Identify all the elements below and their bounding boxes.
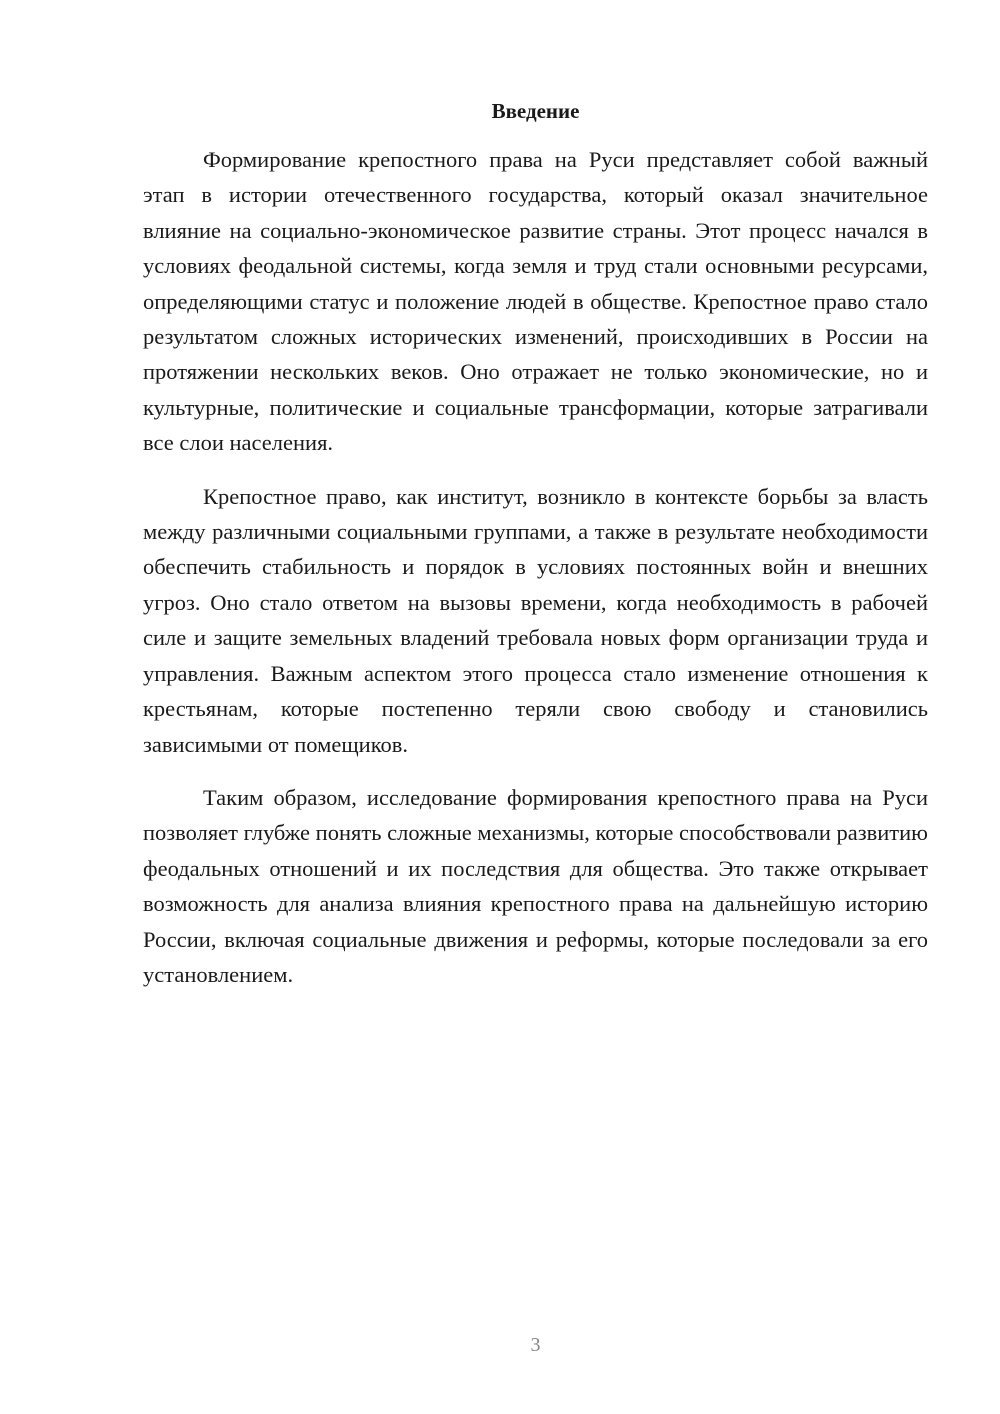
page-title: Введение [491, 99, 580, 123]
page-number: 3 [530, 1334, 541, 1356]
paragraph-1: Формирование крепостного права на Руси представляет собой важный этап в истории отечественного государства, который оказал значительное влияние на социально-экономическое развитие страны. Этот процесс начался в условиях феодальной системы, когда земля и труд стали основными ресурсами, определяющими статус и положение людей в обществе. Крепостное право стало результатом сложных исторических изменений, происходивших в России на протяжении нескольких веков. Оно отражает не только экономические, но и культурные, политические и социальные трансформации, которые затрагивали все слои населения. [143, 147, 928, 456]
paragraph-2: Крепостное право, как институт, возникло в контексте борьбы за власть между различными социальными группами, а также в результате необходимости обеспечить стабильность и порядок в условиях постоянных войн и внешних угроз. Оно стало ответом на вызовы времени, когда необходимость в рабочей силе и защите земельных владений требовала новых форм организации труда и управления. Важным аспектом этого процесса стало изменение отношения к крестьянам, которые постепенно теряли свою свободу и становились зависимыми от помещиков. [143, 483, 928, 757]
body-text [143, 142, 928, 1010]
paragraph-3: Таким образом, исследование формирования крепостного права на Руси позволяет глубже понять сложные механизмы, которые способствовали развитию феодальных отношений и их последствия для общества. Это также открывает возможность для анализа влияния крепостного права на дальнейшую историю России, включая социальные движения и реформы, которые последовали за его установлением. [143, 784, 928, 987]
